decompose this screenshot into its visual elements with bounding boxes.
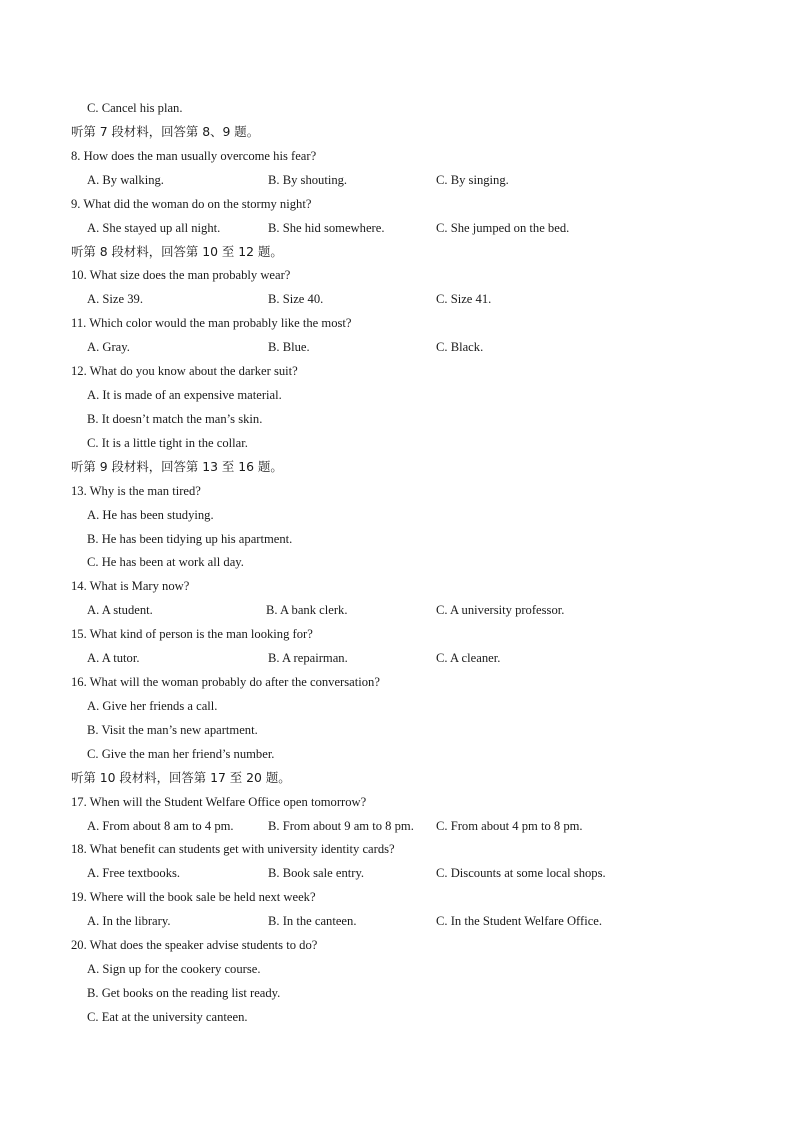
option-c: C. She jumped on the bed. (436, 221, 570, 235)
option-c: C. Size 41. (436, 292, 492, 306)
question-13-option-a: A. He has been studying. (87, 508, 214, 522)
option-c: C. A university professor. (436, 603, 565, 617)
question-14: 14. What is Mary now? (71, 579, 190, 593)
question-12-option-c: C. It is a little tight in the collar. (87, 436, 248, 450)
question-17: 17. When will the Student Welfare Office open tomorrow? (71, 795, 367, 809)
option-c: C. By singing. (436, 173, 509, 187)
option-b: B. A repairman. (268, 651, 348, 665)
question-8: 8. How does the man usually overcome his fear? (71, 149, 317, 163)
section-heading-9: 听第 9 段材料，回答第 13 至 16 题。 (71, 459, 283, 474)
question-11: 11. Which color would the man probably like the most? (71, 316, 352, 330)
question-16: 16. What will the woman probably do after the conversation? (71, 675, 380, 689)
option-b: B. Size 40. (268, 292, 324, 306)
question-16-option-a: A. Give her friends a call. (87, 699, 218, 713)
question-20: 20. What does the speaker advise students to do? (71, 938, 318, 952)
section-heading-8: 听第 8 段材料，回答第 10 至 12 题。 (71, 244, 283, 259)
option-c: C. Discounts at some local shops. (436, 866, 606, 880)
option-b: B. In the canteen. (268, 914, 357, 928)
question-20-option-b: B. Get books on the reading list ready. (87, 986, 281, 1000)
option-c: C. From about 4 pm to 8 pm. (436, 819, 583, 833)
question-20-option-a: A. Sign up for the cookery course. (87, 962, 261, 976)
option-a: A. A tutor. (87, 651, 140, 665)
option-b: B. Book sale entry. (268, 866, 365, 880)
question-16-option-c: C. Give the man her friend’s number. (87, 747, 275, 761)
question-12-option-b: B. It doesn’t match the man’s skin. (87, 412, 263, 426)
option-b: B. She hid somewhere. (268, 221, 385, 235)
q7-option-c: C. Cancel his plan. (87, 101, 183, 115)
section-heading-7: 听第 7 段材料，回答第 8、9 题。 (71, 124, 260, 139)
question-9: 9. What did the woman do on the stormy night? (71, 197, 312, 211)
option-b: B. From about 9 am to 8 pm. (268, 819, 414, 833)
section-heading-10: 听第 10 段材料，回答第 17 至 20 题。 (71, 770, 291, 785)
option-c: C. A cleaner. (436, 651, 501, 665)
option-a: A. Free textbooks. (87, 866, 181, 880)
option-a: A. She stayed up all night. (87, 221, 221, 235)
question-13-option-c: C. He has been at work all day. (87, 555, 244, 569)
question-10: 10. What size does the man probably wear? (71, 268, 291, 282)
option-a: A. By walking. (87, 173, 164, 187)
option-a: A. In the library. (87, 914, 171, 928)
question-16-option-b: B. Visit the man’s new apartment. (87, 723, 258, 737)
question-19: 19. Where will the book sale be held next week? (71, 890, 316, 904)
option-b: B. Blue. (268, 340, 310, 354)
question-13: 13. Why is the man tired? (71, 484, 201, 498)
question-12-option-a: A. It is made of an expensive material. (87, 388, 282, 402)
question-15: 15. What kind of person is the man looking for? (71, 627, 313, 641)
option-c: C. Black. (436, 340, 484, 354)
option-c: C. In the Student Welfare Office. (436, 914, 603, 928)
question-12: 12. What do you know about the darker suit? (71, 364, 298, 378)
option-a: A. From about 8 am to 4 pm. (87, 819, 234, 833)
option-b: B. By shouting. (268, 173, 348, 187)
question-20-option-c: C. Eat at the university canteen. (87, 1010, 248, 1024)
option-a: A. A student. (87, 603, 153, 617)
option-a: A. Gray. (87, 340, 130, 354)
question-13-option-b: B. He has been tidying up his apartment. (87, 532, 293, 546)
question-18: 18. What benefit can students get with university identity cards? (71, 842, 395, 856)
option-b: B. A bank clerk. (266, 603, 348, 617)
option-a: A. Size 39. (87, 292, 143, 306)
